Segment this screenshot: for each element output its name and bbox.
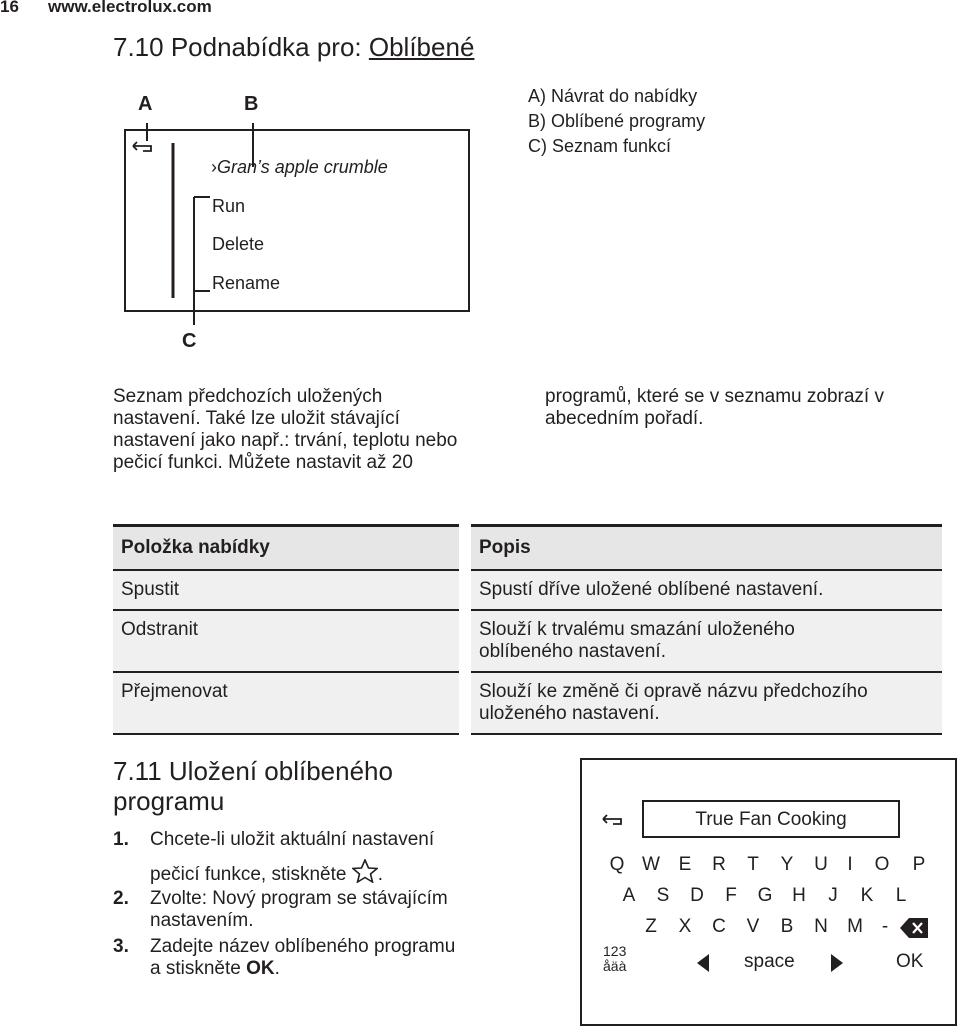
step-3-text <box>150 936 455 980</box>
step-1-text: pečicí funkce, stiskněte <box>150 864 347 885</box>
table-gap <box>459 526 471 571</box>
legend-c: C) Seznam funkcí <box>528 136 672 156</box>
key-p[interactable]: P <box>912 854 926 875</box>
step-2 <box>113 888 129 910</box>
legend-b: B) Oblíbené programy <box>528 111 706 131</box>
step-number: 1. <box>113 829 129 850</box>
page-url: www.electrolux.com <box>48 0 212 16</box>
key-s[interactable]: S <box>656 885 670 906</box>
table-header-desc: Popis <box>471 526 942 571</box>
key-m[interactable]: M <box>847 916 863 937</box>
step-3 <box>113 936 129 958</box>
step-1-line-2: pečicí funkce, stiskněte . <box>150 859 383 886</box>
table-header-row <box>113 526 942 571</box>
key-q[interactable]: Q <box>609 854 625 875</box>
table-cell-item: Odstranit <box>113 610 459 672</box>
table-gap <box>459 570 471 610</box>
program-name <box>211 157 388 178</box>
paragraph-line: nastavení. Také lze uložit stávající <box>113 408 400 429</box>
key-w[interactable]: W <box>642 854 660 875</box>
step-1-line-1: Chcete-li uložit aktuální nastavení <box>150 829 435 850</box>
table-gap <box>459 672 471 734</box>
key-l[interactable]: L <box>895 885 907 906</box>
table-row <box>113 570 942 610</box>
paragraph-line: abecedním pořadí. <box>545 408 704 429</box>
diagram-label-a: A <box>138 93 153 115</box>
program-name-label: Gran’s apple crumble <box>217 157 388 177</box>
menu-table <box>113 524 942 735</box>
backspace-icon[interactable] <box>899 917 929 939</box>
key-u[interactable]: U <box>814 854 828 875</box>
step-line: nastavením. <box>150 910 254 931</box>
key-r[interactable]: R <box>712 854 726 875</box>
star-icon <box>352 859 378 883</box>
keyboard-row-1 <box>600 854 940 876</box>
name-input[interactable]: True Fan Cooking <box>642 800 900 838</box>
key-j[interactable]: J <box>828 885 838 906</box>
key-b[interactable]: B <box>780 916 794 937</box>
right-triangle-icon[interactable] <box>829 953 845 973</box>
ok-key[interactable]: OK <box>896 951 924 972</box>
key-i[interactable]: I <box>847 854 853 875</box>
menu-item-delete[interactable]: Delete <box>212 234 265 254</box>
table-cell-item: Spustit <box>113 570 459 610</box>
menu-item-rename[interactable]: Rename <box>212 273 281 293</box>
paragraph-line: Seznam předchozích uložených <box>113 386 383 407</box>
table-cell-item: Přejmenovat <box>113 672 459 734</box>
section-title-7-11 <box>113 756 393 816</box>
back-arrow-icon[interactable] <box>131 137 155 155</box>
step-line: Zvolte: Nový program se stávajícím <box>150 888 448 909</box>
keyboard-row-2 <box>612 885 922 907</box>
key-f[interactable]: F <box>725 885 737 906</box>
key-g[interactable]: G <box>757 885 773 906</box>
step-2-text <box>150 888 448 932</box>
step-number: 3. <box>113 936 129 957</box>
step-line: Zadejte název oblíbeného programu <box>150 936 456 957</box>
key-n[interactable]: N <box>814 916 828 937</box>
key-x[interactable]: X <box>678 916 692 937</box>
table-gap <box>459 610 471 672</box>
mode-toggle-line: åäà <box>603 958 627 974</box>
step-number: 2. <box>113 888 129 909</box>
mode-toggle-key[interactable] <box>603 944 626 974</box>
table-cell-desc: Spustí dříve uložené oblíbené nastavení. <box>471 570 942 610</box>
paragraph-right <box>545 386 884 430</box>
key-h[interactable]: H <box>792 885 806 906</box>
keyboard-row-3 <box>634 916 906 938</box>
key-y[interactable]: Y <box>780 854 794 875</box>
menu-item-run[interactable]: Run <box>212 196 246 216</box>
step-text: . <box>274 958 280 979</box>
key-d[interactable]: D <box>690 885 704 906</box>
key-t[interactable]: T <box>747 854 759 875</box>
table-cell-desc: Slouží k trvalému smazání uloženého oblíbeného nastavení. <box>471 610 942 672</box>
paragraph-line: nastavení jako např.: trvání, teplotu nebo <box>113 430 458 451</box>
ok-label: OK <box>246 958 275 979</box>
section-title-line: programu <box>113 786 225 816</box>
key-k[interactable]: K <box>860 885 874 906</box>
key-v[interactable]: V <box>746 916 760 937</box>
table-header-item: Položka nabídky <box>113 526 459 571</box>
section-title-prefix: 7.10 Podnabídka pro: <box>113 32 369 62</box>
key-e[interactable]: E <box>678 854 692 875</box>
page-number: 16 <box>0 0 19 16</box>
paragraph-line: pečicí funkci. Můžete nastavit až 20 <box>113 452 413 473</box>
back-arrow-icon[interactable] <box>601 810 625 828</box>
key-dash[interactable]: - <box>881 916 889 937</box>
paragraph-line: programů, které se v seznamu zobrazí v <box>545 386 884 407</box>
space-key[interactable]: space <box>744 951 795 972</box>
section-title-link[interactable]: Oblíbené <box>368 32 475 62</box>
mode-toggle-line: 123 <box>603 943 627 959</box>
diagram-label-c: C <box>182 330 197 352</box>
diagram-callout-lines <box>120 115 440 345</box>
key-a[interactable]: A <box>622 885 636 906</box>
chevron-right-icon: › <box>211 157 217 177</box>
key-z[interactable]: Z <box>645 916 657 937</box>
table-cell-desc: Slouží ke změně či opravě názvu předchozího uloženého nastavení. <box>471 672 942 734</box>
step-line <box>150 958 455 980</box>
left-triangle-icon[interactable] <box>695 953 711 973</box>
diagram-label-b: B <box>244 93 259 115</box>
step-1 <box>113 829 129 851</box>
step-text: a stiskněte <box>150 958 247 979</box>
section-title-7-10 <box>113 32 474 63</box>
key-o[interactable]: O <box>874 854 890 875</box>
paragraph-left <box>113 386 457 474</box>
table-row <box>113 672 942 734</box>
key-c[interactable]: C <box>712 916 726 937</box>
legend-a: A) Návrat do nabídky <box>528 86 698 106</box>
section-title-line: 7.11 Uložení oblíbeného <box>113 756 393 786</box>
table-row <box>113 610 942 672</box>
